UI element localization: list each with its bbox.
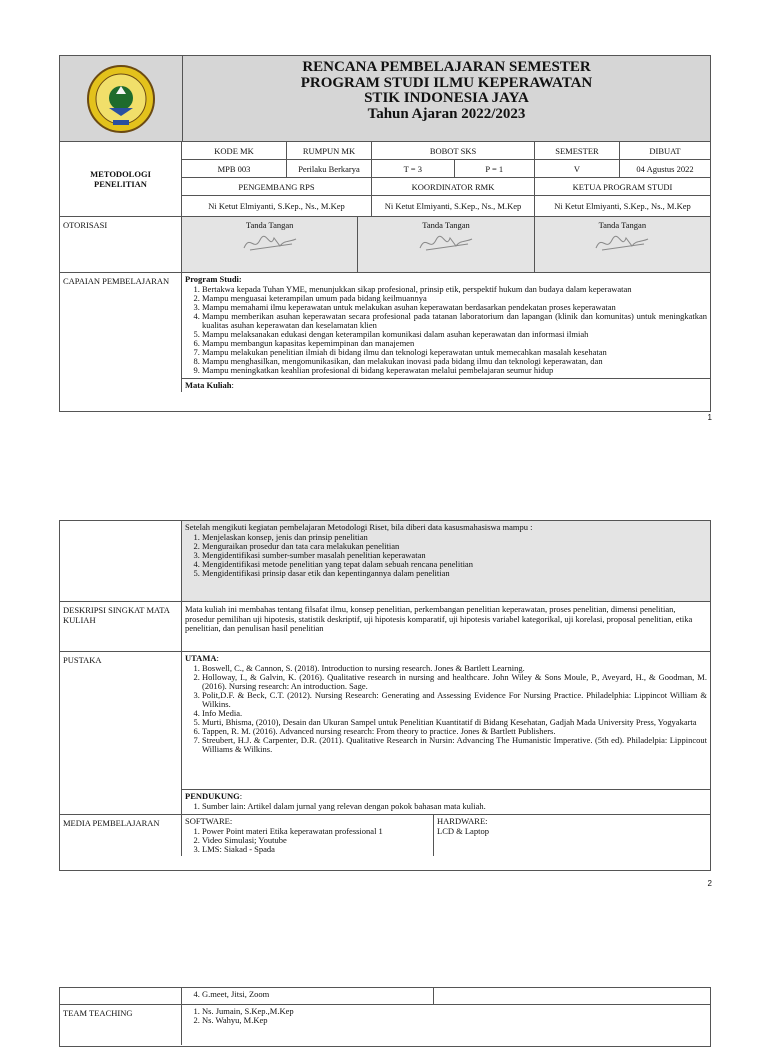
prodi-cell: Program Studi: 1. Bertakwa kepada Tuhan YME, menunjukkan sikap profesional, prinsip etik, perspektif hukum dan budaya dalam keperawatan 2. Mampu menguasai keterampilan umum pada bidang keilmuannya 3. Mampu memahami ilmu keperawatan untuk melakukan asuhan keperawatan berdasarkan pendekatan proses keperawatan 4. Mampu memberikan asuhan keperawatan secara profesional pada tatanan laboratorium dan lapangan (klinik dan komunitas) untuk meningkatkan kualitas asuhan keperawatan dan keselamatan klien 5. Mampu melaksanakan edukasi dengan keterampilan komunikasi dalam asuhan keperawatan dan informasi ilmiah 6. Mampu membangun kapasitas kepemimpinan dan manajemen 7. Mampu melakukan penelitian ilmiah di bidang ilmu dan teknologi keperawatan untuk memecahkan masalah kesehatan 8. Mampu menghasilkan, mengomunikasikan, dan melakukan inovasi pada bidang ilmu dan teknologi keperawatan, dan 9. Mampu meningkatkan keahlian profesional di bidang keperawatan melalui pembelajaran seumur hidup (182, 273, 710, 379)
signature-caption: Tanda Tangan (245, 220, 294, 230)
course-info-table (181, 141, 711, 217)
hardware-cell (434, 815, 710, 856)
header-kode-mk: KODE MK (182, 142, 287, 160)
signature-cell-2 (358, 217, 534, 272)
list-item: 2. Holloway, I., & Galvin, K. (2016). Qualitative research in nursing and healthcare. John Wiley & Sons Moule, P., Aveyard, H., & Goodman, M. (2016). Nursing research: An introduction. Sage. (202, 673, 707, 691)
signature-icon (416, 230, 476, 256)
list-item: 4. Mampu memberikan asuhan keperawatan secara profesional pada tatanan laboratorium dan lapangan (klinik dan komunitas) untuk meningkatkan kualitas asuhan keperawatan dan keselamatan klien (202, 312, 707, 330)
list-item: 8. Mampu menghasilkan, mengomunikasikan, dan melakukan inovasi pada bidang ilmu dan teknologi keperawatan, dan (202, 357, 707, 366)
mk-outcomes-cell (182, 521, 710, 601)
pendukung-title: PENDUKUNG (185, 791, 240, 801)
signature-cell-1 (182, 217, 358, 272)
pendukung-list (185, 802, 707, 811)
value-kode-mk: MPB 003 (182, 160, 287, 178)
list-item: 3. LMS: Siakad - Spada (202, 845, 430, 854)
document-title (183, 56, 710, 141)
mk-title: Mata Kuliah (185, 379, 232, 390)
pustaka-row (60, 652, 710, 815)
deskripsi-text: Mata kuliah ini membahas tentang filsafat ilmu, konsep penelitian, perkembangan penelitian keperawatan, proses penelitian, dimensi penelitian, prosedur pemilihan uji hipotesis, statistik deskriptif, uji hipotesis komparatif, uji hipotesis variabel kategorikal, uji korelasi, proposal penelitian, etika penelitian, dan penulisan hasil penelitian (185, 604, 693, 634)
page-number: 2 (707, 879, 712, 888)
rps-page-3 (59, 987, 711, 1047)
capaian-label: CAPAIAN PEMBELAJARAN (60, 273, 182, 392)
team-label: TEAM TEACHING (60, 1005, 182, 1045)
signature-icon (592, 230, 652, 256)
list-item: 3. Mampu memahami ilmu keperawatan untuk melakukan asuhan keperawatan berdasarkan pendekatan proses keperawatan (202, 303, 707, 312)
mk-outcomes-row (60, 521, 710, 602)
list-item: 1. Bertakwa kepada Tuhan YME, menunjukkan sikap profesional, prinsip etik, perspektif hukum dan budaya dalam keperawatan (202, 285, 707, 294)
media-cont-label (60, 988, 182, 1004)
rps-page-2 (59, 520, 711, 871)
course-name: METODOLOGI PENELITIAN (60, 142, 182, 216)
list-item: 1. Menjelaskan konsep, jenis dan prinsip penelitian (202, 533, 707, 542)
person-ketua: Ni Ketut Elmiyanti, S.Kep., Ns., M.Kep (535, 196, 711, 217)
list-item: 4. Info Media. (202, 709, 707, 718)
role-pengembang: PENGEMBANG RPS (182, 178, 372, 196)
list-item: 5. Murti, Bhisma, (2010), Desain dan Ukuran Sampel untuk Penelitian Kuantitatif di Bidang Kesehatan, Gadjah Mada University Press, Yogyakarta (202, 718, 707, 727)
signature-cell-3 (535, 217, 710, 272)
list-item: 1. Power Point materi Etika keperawatan professional 1 (202, 827, 430, 836)
list-item: 1. Sumber lain: Artikel dalam jurnal yang relevan dengan pokok bahasan mata kuliah. (202, 802, 707, 811)
header-semester: SEMESTER (535, 142, 620, 160)
otorisasi-label: OTORISASI (60, 217, 182, 272)
pustaka-label: PUSTAKA (60, 652, 182, 814)
deskripsi-row (60, 602, 710, 652)
prodi-list (185, 285, 707, 375)
software-cell (182, 815, 434, 856)
logo-cell (60, 56, 183, 141)
title-line-2: PROGRAM STUDI ILMU KEPERAWATAN (300, 74, 593, 91)
institution-logo-icon (86, 64, 156, 134)
pustaka-pendukung-cell: PENDUKUNG: 1. Sumber lain: Artikel dalam jurnal yang relevan dengan pokok bahasan mata kuliah. (182, 790, 710, 814)
media-row (60, 815, 710, 856)
mk-title-cell: Mata Kuliah: (185, 379, 234, 390)
person-pengembang: Ni Ketut Elmiyanti, S.Kep., Ns., M.Kep (182, 196, 372, 217)
title-line-1: RENCANA PEMBELAJARAN SEMESTER (302, 59, 591, 75)
list-item: 3. Mengidentifikasi sumber-sumber masalah penelitian keperawatan (202, 551, 707, 560)
value-semester: V (535, 160, 620, 178)
signature-caption: Tanda Tangan (422, 220, 470, 230)
hardware-cont-cell (434, 988, 710, 1004)
list-item: 6. Tappen, R. M. (2016). Advanced nursing research: From theory to practice. Jones & Bartlett Publishers. (202, 727, 707, 736)
header-bobot-sks: BOBOT SKS (372, 142, 535, 160)
list-item: 2. Video Simulasi; Youtube (202, 836, 430, 845)
list-item: 5. Mengidentifikasi prinsip dasar etik dan kepentingannya dalam penelitian (202, 569, 707, 578)
list-item: 4. Mengidentifikasi metode penelitian yang tepat dalam sebuah rencana penelitian (202, 560, 707, 569)
utama-title: UTAMA (185, 653, 217, 663)
list-item: 2. Mampu menguasai keterampilan umum pada bidang keilmuannya (202, 294, 707, 303)
list-item: 2. Menguraikan prosedur dan tata cara melakukan penelitian (202, 542, 707, 551)
software-cont-list (185, 990, 430, 999)
value-sks-praktik: P = 1 (454, 160, 534, 178)
hardware-value: LCD & Laptop (437, 825, 489, 836)
software-cont-cell (182, 988, 434, 1004)
page-number: 1 (707, 413, 712, 422)
mk-outcomes-label (60, 521, 182, 601)
list-item: 4. G.meet, Jitsi, Zoom (202, 990, 430, 999)
mk-list (185, 533, 707, 578)
value-sks-teori: T = 3 (372, 160, 455, 178)
prodi-title: Program Studi (185, 274, 239, 284)
list-item: 1. Ns. Jumain, S.Kep.,M.Kep (202, 1007, 707, 1016)
list-item: 9. Mampu meningkatkan keahlian profesional di bidang keperawatan melalui pembelajaran seumur hidup (202, 366, 707, 375)
header-rumpun-mk: RUMPUN MK (287, 142, 372, 160)
list-item: 5. Mampu melaksanakan edukasi dengan keterampilan komunikasi dalam asuhan keperawatan dan informasi ilmiah (202, 330, 707, 339)
value-rumpun-mk: Perilaku Berkarya (287, 160, 372, 178)
list-item: 6. Mampu membangun kapasitas kepemimpinan dan manajemen (202, 339, 707, 348)
header-dibuat: DIBUAT (620, 142, 711, 160)
utama-list (185, 664, 707, 754)
signature-icon (240, 230, 300, 256)
otorisasi-row (60, 217, 710, 273)
rps-page-1 (59, 55, 711, 412)
capaian-row (60, 273, 710, 392)
person-koordinator: Ni Ketut Elmiyanti, S.Kep., Ns., M.Kep (372, 196, 535, 217)
software-list (185, 827, 430, 854)
role-koordinator: KOORDINATOR RMK (372, 178, 535, 196)
list-item: 2. Ns. Wahyu, M.Kep (202, 1016, 707, 1025)
role-ketua: KETUA PROGRAM STUDI (535, 178, 711, 196)
team-row (60, 1005, 710, 1045)
hardware-title: HARDWARE: (437, 816, 488, 826)
media-label: MEDIA PEMBELAJARAN (60, 815, 182, 856)
mk-intro: Setelah mengikuti kegiatan pembelajaran Metodologi Riset, bila diberi data kasusmahasiswa mampu : (185, 522, 533, 532)
title-line-3: STIK INDONESIA JAYA (364, 90, 529, 106)
title-line-4: Tahun Ajaran 2022/2023 (367, 105, 526, 122)
signature-caption: Tanda Tangan (598, 220, 647, 230)
pustaka-utama-cell: UTAMA: 1. Boswell, C., & Cannon, S. (2018). Introduction to nursing research. Jones & Bartlett Learning. 2. Holloway, I., & Galvin, K. (2016). Qualitative research in nursing and healthcare. John Wiley & Sons Moule, P., Aveyard, H., & Goodman, M. (2016). Nursing research: An introduction. Sage. 3. Polit,D.F. & Beck, C.T. (2012). Nursing Research: Generating and Assessing Evidence For Nursing Practice. Philadelphia: Lippincot William & Wilkins. 4. Info Media. 5. Murti, Bhisma, (2010), Desain dan Ukuran Sampel untuk Penelitian Kuantitatif di Bidang Kesehatan, Gadjah Mada University Press, Yogyakarta 6. Tappen, R. M. (2016). Advanced nursing research: From theory to practice. Jones & Bartlett Publishers. 7. Streubert, H.J. & Carpenter, D.R. (2011). Qualitative Research in Nursin: Advancing The Humanistic Imperative. (5th ed). Philadelpia: Lippincout Williams & Wilkins. (182, 652, 710, 790)
list-item: 1. Boswell, C., & Cannon, S. (2018). Introduction to nursing research. Jones & Bartlett Learning. (202, 664, 707, 673)
list-item: 7. Mampu melakukan penelitian ilmiah di bidang ilmu dan teknologi keperawatan untuk memecahkan masalah kesehatan (202, 348, 707, 357)
list-item: 3. Polit,D.F. & Beck, C.T. (2012). Nursing Research: Generating and Assessing Evidence For Nursing Practice. Philadelphia: Lippincot William & Wilkins. (202, 691, 707, 709)
media-cont-row (60, 988, 710, 1005)
deskripsi-label: DESKRIPSI SINGKAT MATA KULIAH (60, 602, 182, 651)
team-cell (182, 1005, 710, 1045)
header-row (60, 56, 710, 142)
software-title: SOFTWARE: (185, 816, 233, 826)
course-info-row (60, 142, 710, 217)
team-list (185, 1007, 707, 1025)
list-item: 7. Streubert, H.J. & Carpenter, D.R. (2011). Qualitative Research in Nursin: Advancing The Humanistic Imperative. (5th ed). Philadelpia: Lippincout Williams & Wilkins. (202, 736, 707, 754)
value-dibuat: 04 Agustus 2022 (620, 160, 711, 178)
